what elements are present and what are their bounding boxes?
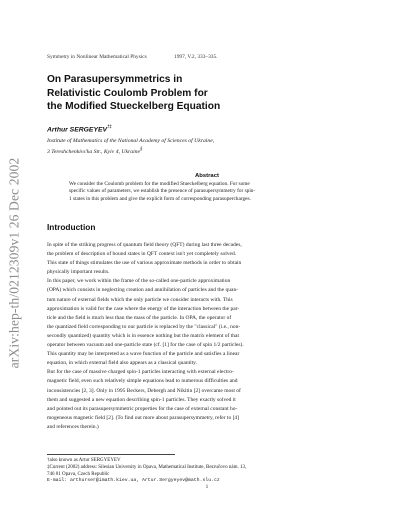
arxiv-identifier-text: arXiv:hep-th/0212309v1 26 Dec 2002	[6, 157, 22, 369]
page-number: 1	[205, 484, 209, 490]
footnote-line: ‡Current (2002) address: Silesian University in Opava, Mathematical Institute, Bezručovo nám. 13,	[47, 464, 247, 470]
body-line: equation, in which external field also appears as a classical quantity.	[47, 360, 197, 367]
footnote-line: †also known as Artur SERGYEYEV	[47, 458, 121, 463]
body-line: (OPA) which consists in neglecting creation and annihilation of particles and the quan-	[47, 287, 239, 294]
body-text	[47, 241, 367, 432]
body-line: secondly quantized) quantity which is in essence nothing but the matrix element of that	[47, 332, 239, 339]
abstract-text	[69, 181, 349, 203]
affiliation-footnote-mark: §	[140, 146, 143, 152]
body-line: In spite of the striking progress of quantum field theory (QFT) during last three decades,	[47, 242, 242, 248]
title-line: the Modified Stueckelberg Equation	[47, 101, 221, 113]
title-line: Relativistic Coulomb Problem for	[47, 87, 208, 99]
body-line: and pointed out its parasupersymmetric properties for the case of external constant ho-	[47, 405, 238, 412]
paper-title	[47, 73, 347, 114]
affiliation-line: 3 Tereshchenkivs'ka Str., Kyiv 4, Ukraine§	[47, 146, 143, 155]
footnote-divider	[47, 454, 175, 455]
body-line: mogeneous magnetic field [2]. (To find out more about parasupersymmetry, refer to [4]	[47, 414, 240, 421]
footnotes	[47, 458, 367, 485]
affiliation	[47, 138, 367, 156]
body-line: approximation is valid for the case where the energy of the interaction between the par-	[47, 305, 240, 312]
abstract-line: specific values of parameters, we establish the presence of parasupersymmetry for spin-	[69, 188, 256, 195]
title-line: On Parasupersymmetrics in	[47, 74, 183, 85]
author-footnote-marks: †‡	[107, 124, 112, 129]
body-line: the quantized field corresponding to our particle is replaced by the "classical" (i.e., non-	[47, 323, 241, 330]
body-line: This quantity may be interpreted as a wave function of the particle and satisfies a linear	[47, 351, 240, 358]
abstract-line: We consider the Coulomb problem for the modified Stueckelberg equation. For some	[69, 181, 250, 187]
section-heading-introduction: Introduction	[47, 222, 96, 232]
author-name	[47, 124, 112, 133]
abstract-heading: Abstract	[195, 173, 219, 179]
body-line: tum nature of external fields which the only particle we consider interacts with. This	[47, 296, 233, 303]
abstract-line: 1 states in this problem and give the explicit form of corresponding parasupercharges.	[69, 195, 251, 202]
body-line: the problem of description of bound states in QFT context isn't yet completely solved.	[47, 251, 237, 258]
body-line: This state of things stimulates the use of various approximate methods in order to obtain	[47, 260, 242, 267]
running-head	[47, 54, 218, 60]
body-line: magnetic field, even such relatively simple equations lead to numerous difficulties and	[47, 378, 238, 385]
journal-volume: 1997, V.2, 333–335.	[174, 54, 218, 60]
body-line: operator between vacuum and one-particle state (cf. [1] for the case of spin 1/2 particles).	[47, 342, 244, 349]
body-line: But for the case of massive charged spin-1 particles interacting with external electro-	[47, 369, 234, 376]
journal-name: Symmetry in Nonlinear Mathematical Physics	[47, 54, 147, 60]
body-line: them and suggested a new equation describing spin-1 particles. They exactly solved it	[47, 396, 236, 403]
footnote-line: 746 01 Opava, Czech Republic	[47, 471, 110, 477]
arxiv-identifier-stamp	[3, 147, 25, 379]
footnote-email: E-mail: arthurser@imath.kiev.ua, Artur.Sergyeyev@math.slu.cz	[47, 478, 220, 484]
body-line: physically important results.	[47, 269, 110, 276]
author-name-text: Arthur SERGEYEV	[47, 126, 108, 134]
body-line: ticle and the field is much less than the mass of the particle. In OPA, the operator of	[47, 314, 232, 321]
body-line: and references therein.)	[47, 423, 99, 430]
affiliation-line: Institute of Mathematics of the National Academy of Sciences of Ukraine,	[47, 138, 215, 144]
body-line: In this paper, we work within the frame of the so-called one-particle approximation	[47, 278, 231, 285]
body-line: inconsistencies [2, 3]. Only in 1995 Beckers, Debergh and Nikitin [2] overcame most of	[47, 387, 241, 394]
